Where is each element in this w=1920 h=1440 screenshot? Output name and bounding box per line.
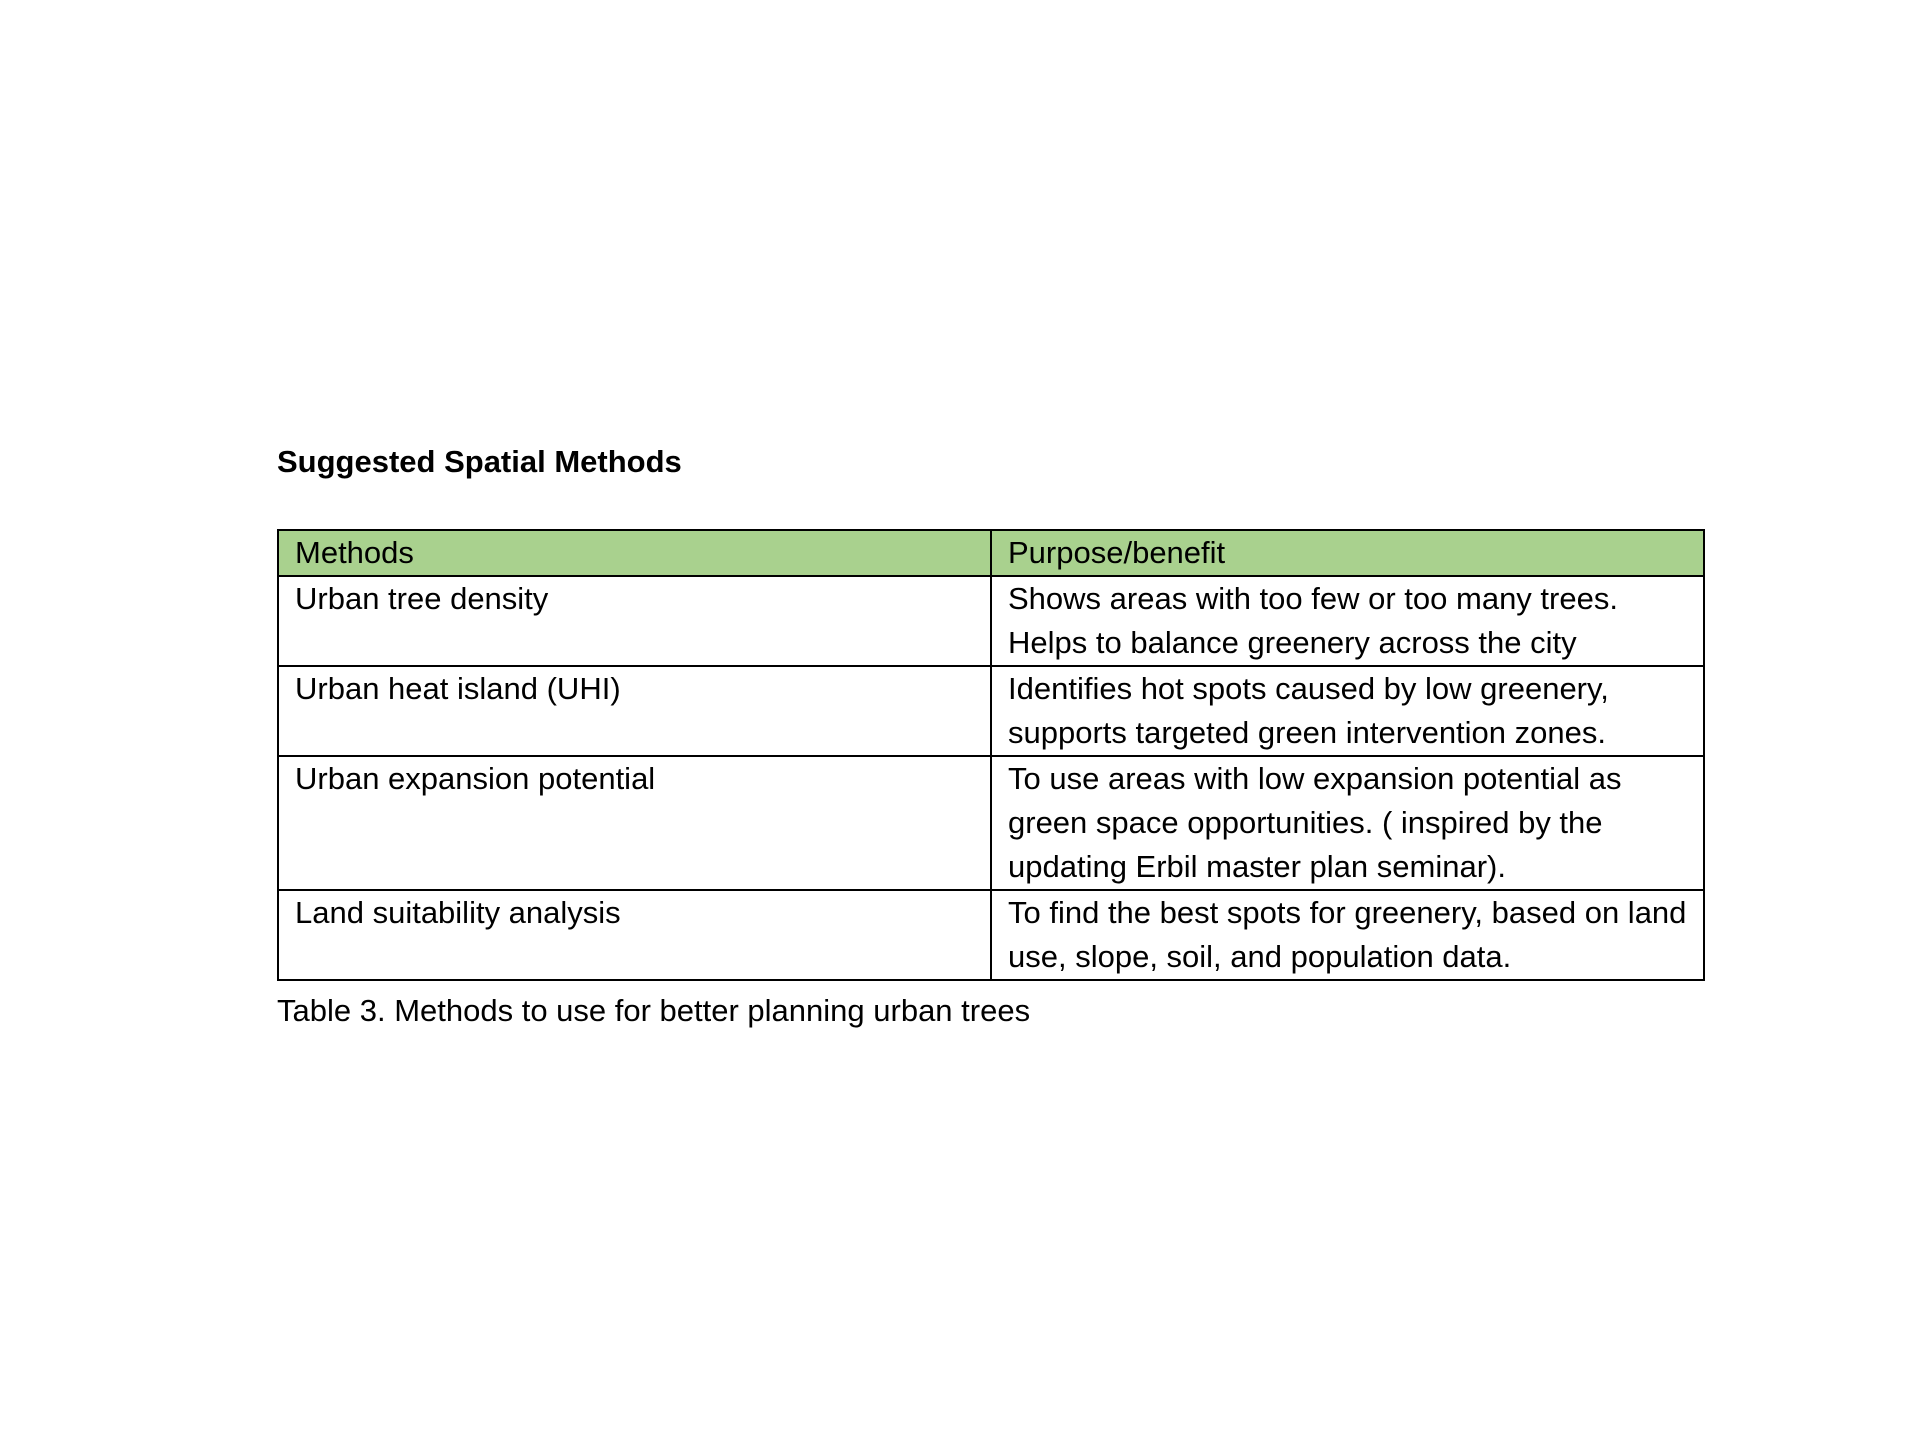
method-cell: Urban tree density [278,576,991,666]
table-body [278,576,1704,980]
purpose-cell: To use areas with low expansion potential as green space opportunities. ( inspired by the updating Erbil master plan seminar). [991,756,1704,890]
purpose-cell: Identifies hot spots caused by low greenery, supports targeted green intervention zones. [991,666,1704,756]
table-header [278,530,1704,576]
table-header-row [278,530,1704,576]
header-methods: Methods [278,530,991,576]
methods-table [277,529,1705,981]
purpose-cell: Shows areas with too few or too many trees. Helps to balance greenery across the city [991,576,1704,666]
table-caption: Table 3. Methods to use for better planning urban trees [277,993,1031,1028]
method-cell: Urban expansion potential [278,756,991,890]
table-row [278,666,1704,756]
header-purpose: Purpose/benefit [991,530,1704,576]
section-heading: Suggested Spatial Methods [277,444,682,479]
table-row [278,890,1704,980]
method-cell: Land suitability analysis [278,890,991,980]
table-row [278,576,1704,666]
method-cell: Urban heat island (UHI) [278,666,991,756]
purpose-cell: To find the best spots for greenery, based on land use, slope, soil, and population data. [991,890,1704,980]
table-row [278,756,1704,890]
